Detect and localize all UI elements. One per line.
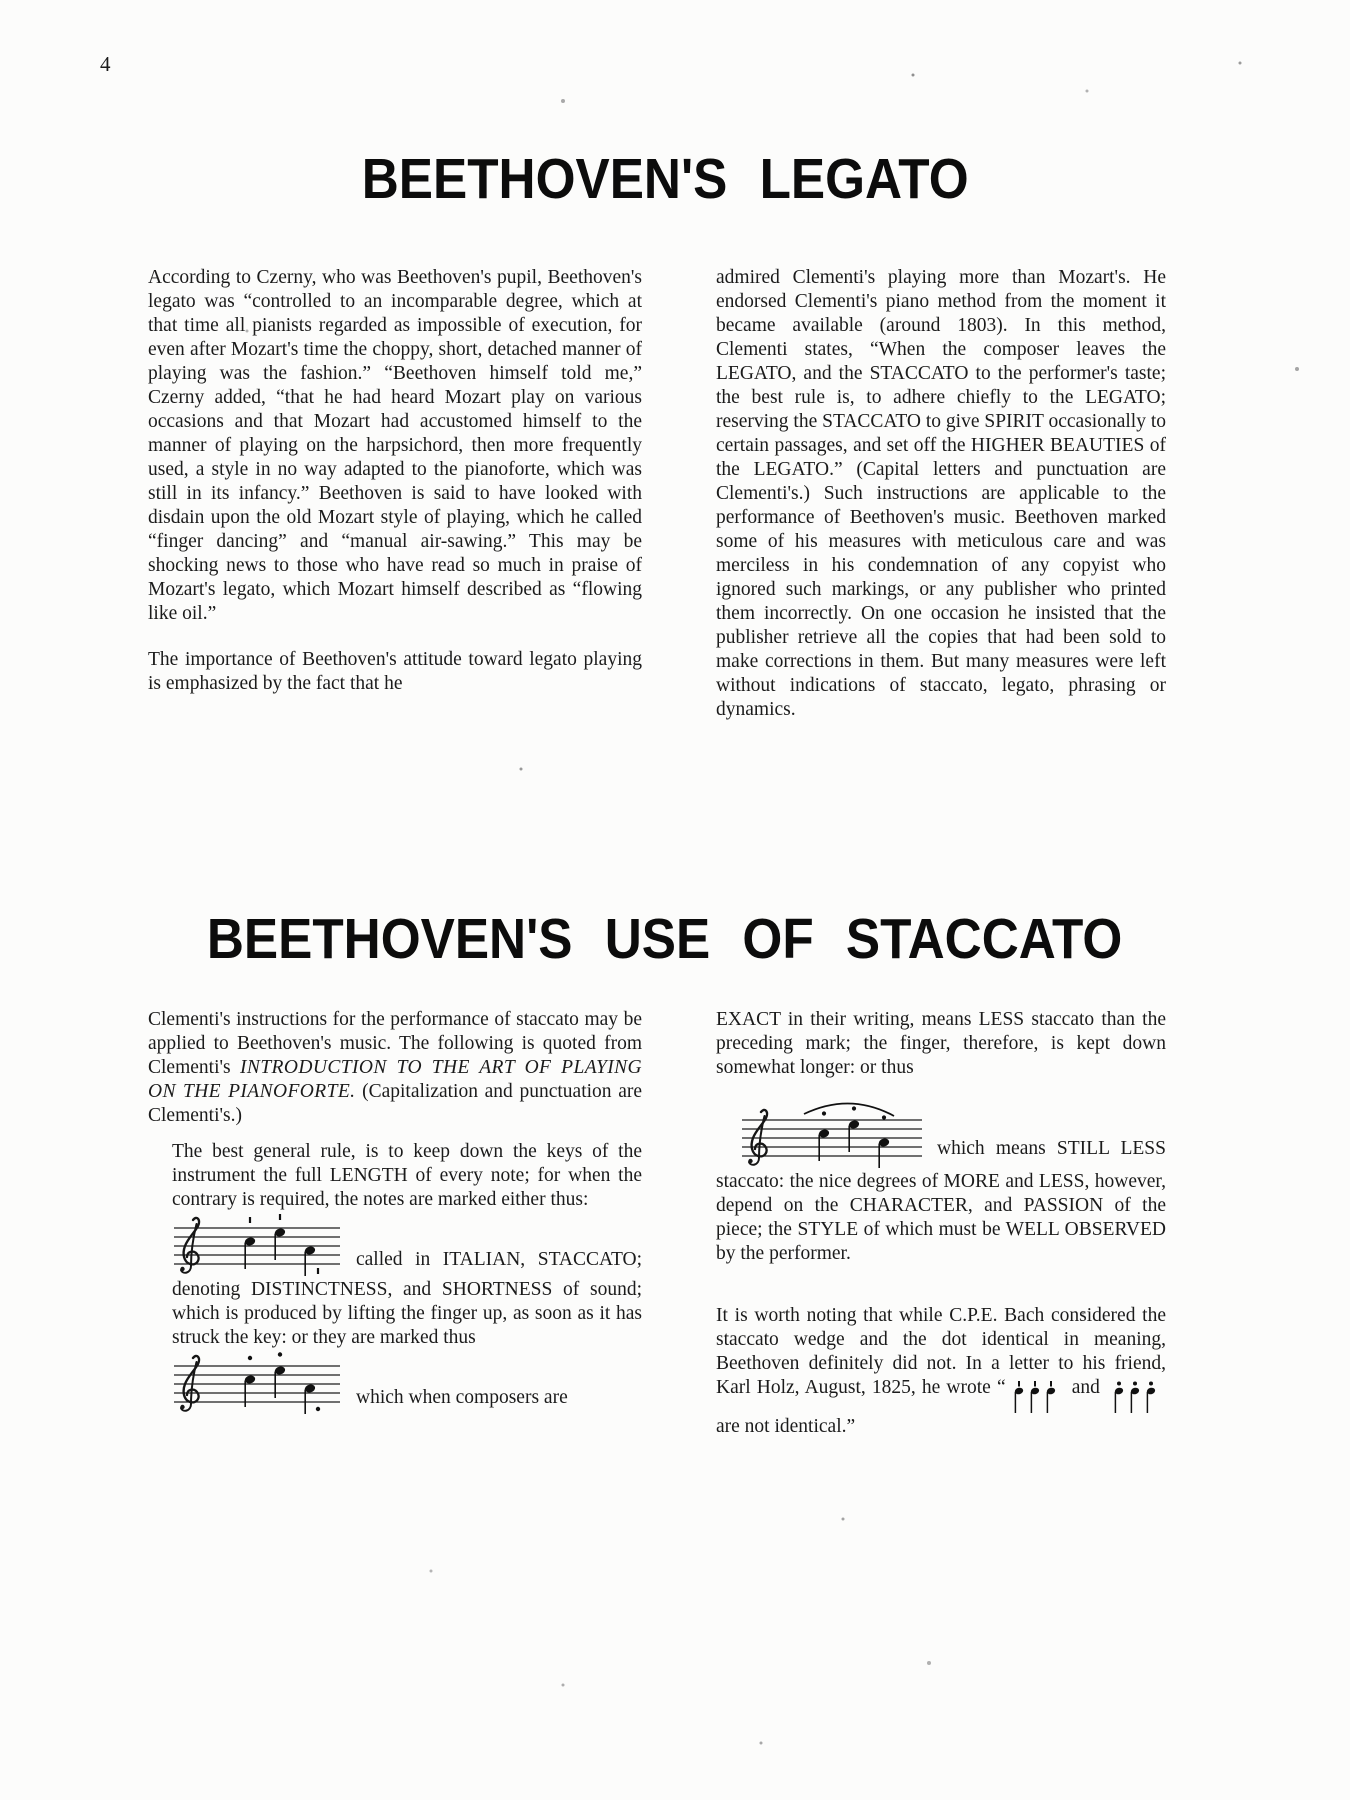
inline-notes-dots-icon <box>1110 1379 1162 1415</box>
staccato-right-column <box>716 1008 1166 1439</box>
legato-paragraph-3: admired Clementi's playing more than Mozart's. He endorsed Clementi's piano method from the moment it became available (around 1803). In this method, Clementi states, “When the composer leaves the LEGATO, and the STACCATO to the performer's taste; the best rule is, to adhere chiefly to the LEGATO; reserving the STACCATO to give SPIRIT occasionally to certain passages, and set off the HIGHER BEAUTIES of the LEGATO.” (Capital letters and punctuation are Clementi's.) Such instructions are applicable to the performance of Beethoven's music. Beethoven marked some of his measures with meticulous care and was merciless in his condemnation of any copyist who ignored such markings, or any publisher who printed them incorrectly. On one occasion he insisted that the publisher retrieve all the copies that had been sold to make corrections in them. But many measures were left without indications of staccato, legato, phrasing or dynamics. <box>716 267 1166 720</box>
scan-noise <box>0 0 2 2</box>
legato-paragraph-2: The importance of Beethoven's attitude toward legato playing is emphasized by the fact that he <box>148 649 642 694</box>
holz-letter-paragraph: It is worth noting that while C.P.E. Bach considered the staccato wedge and the dot identical in meaning, Beethoven definitely did not. In a letter to his friend, Karl Holz, August, 1825, he wrote “ and are not identical.” <box>716 1305 1166 1437</box>
staff-figure-dots-icon <box>172 1350 342 1416</box>
clementi-book-title: INTRODUCTION TO THE ART OF PLAYING ON THE PIANOFORTE. <box>148 1057 642 1102</box>
figure-line-dot-staff: which when composers are <box>172 1350 642 1416</box>
section1-heading-wrap <box>0 146 1330 212</box>
inline-notes-wedges-icon <box>1010 1379 1062 1415</box>
section2-heading-wrap <box>0 906 1330 972</box>
clementi-quotation-block <box>172 1140 642 1416</box>
legato-left-column <box>148 266 642 696</box>
section1-title: BEETHOVEN'S LEGATO <box>361 147 969 211</box>
staccato-left-column <box>148 1008 642 1416</box>
legato-paragraph-1: According to Czerny, who was Beethoven's pupil, Beethoven's legato was “controlled to an incomparable degree, which at that time all pianists regarded as impossible of execution, for even after Mozart's time the choppy, short, detached manner of playing was the fashion.” “Beethoven himself told me,” Czerny added, “that he had heard Mozart play on various occasions and that Mozart had accustomed himself to the manner of playing on the harpsichord, then more frequently used, a style in no way adapted to the pianoforte, which was still in its infancy.” Beethoven is said to have looked with disdain upon the old Mozart style of playing, which he called “finger dancing” and “manual air-sawing.” This may be shocking news to those who have read so much in praise of Mozart's legato, which Mozart himself described as “flowing like oil.” <box>148 267 642 624</box>
legato-right-column <box>716 266 1166 722</box>
figure-line-slur-staff: which means STILL LESS staccato: the nice degrees of MORE and LESS, however, depend on the CHARACTER, and PASSION of the piece; the STYLE of which must be WELL OBSERVED by the performer. <box>716 1090 1166 1266</box>
page-number: 4 <box>100 52 111 76</box>
staff-figure-slur-dots-icon <box>740 1090 925 1170</box>
figure-line-wedge-staff: called in ITALIAN, STACCATO; denoting DISTINCTNESS, and SHORTNESS of sound; which is produced by lifting the finger up, as soon as it has struck the key: or they are marked thus <box>172 1212 642 1350</box>
quote-text-1: The best general rule, is to keep down the keys of the instrument the full LENGTH of every note; for when the contrary is required, the notes are marked either thus: <box>172 1141 642 1210</box>
section2-title: BEETHOVEN'S USE OF STACCATO <box>207 907 1123 971</box>
quote-text-2: EXACT in their writing, means LESS staccato than the preceding mark; the finger, therefore, is kept down somewhat longer: or thus <box>716 1009 1166 1078</box>
staff-figure-wedges-icon <box>172 1212 342 1278</box>
staccato-intro-paragraph: Clementi's instructions for the performance of staccato may be applied to Beethoven's music. The following is quoted from Clementi's INTRODUCTION TO THE ART OF PLAYING ON THE PIANOFORTE. (Capitalization and punctuation are Clementi's.) <box>148 1009 642 1126</box>
